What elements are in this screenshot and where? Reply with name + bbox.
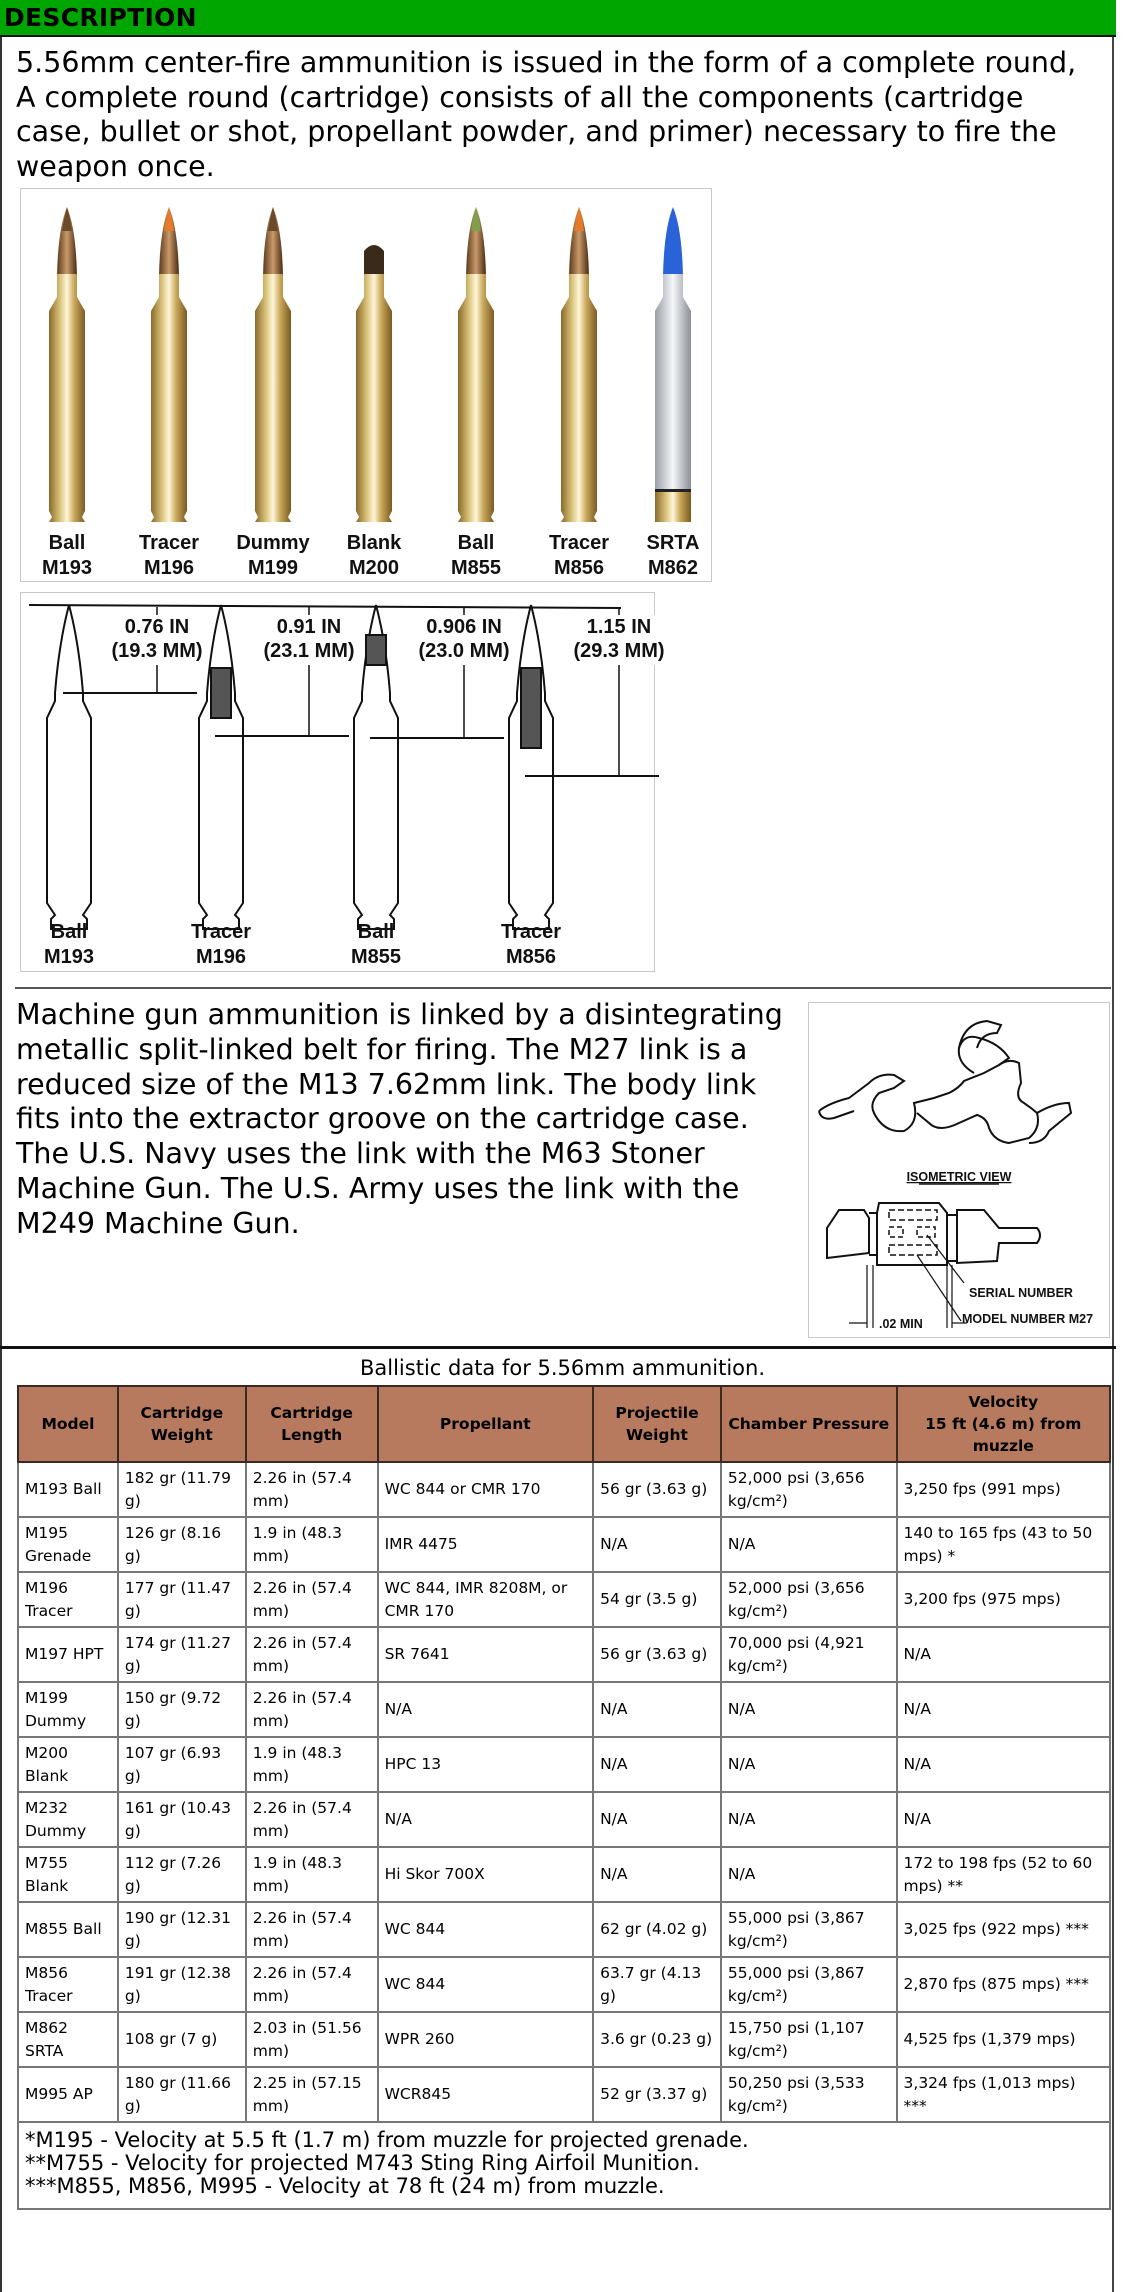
cell-velocity: 2,870 fps (875 mps) ***	[897, 1957, 1110, 2012]
dimension-label: (29.3 MM)	[573, 640, 665, 662]
cell-chamber-pressure: 55,000 psi (3,867 kg/cm²)	[721, 1902, 897, 1957]
gap-dimension-label: .02 MIN	[879, 1317, 923, 1331]
serial-number-label: SERIAL NUMBER	[969, 1286, 1073, 1300]
cartridge-type-label: Tracer	[500, 921, 562, 943]
cell-velocity: N/A	[897, 1737, 1110, 1792]
ballistic-data-table	[17, 1385, 1111, 2210]
cell-cartridge-length: 1.9 in (48.3 mm)	[246, 1847, 378, 1902]
cell-model: M862 SRTA	[18, 2012, 118, 2067]
cell-chamber-pressure: 70,000 psi (4,921 kg/cm²)	[721, 1627, 897, 1682]
dimension-label: (23.1 MM)	[263, 640, 355, 662]
cell-cartridge-weight: 150 gr (9.72 g)	[118, 1682, 246, 1737]
cell-projectile-weight: 54 gr (3.5 g)	[593, 1572, 721, 1627]
cartridge-model-label: M862	[647, 557, 699, 579]
cartridge-photo-m196	[151, 207, 187, 522]
cartridge-type-label: Tracer	[548, 532, 610, 554]
cell-cartridge-length: 1.9 in (48.3 mm)	[246, 1517, 378, 1572]
cell-velocity: 172 to 198 fps (52 to 60 mps) **	[897, 1847, 1110, 1902]
cell-chamber-pressure: N/A	[721, 1792, 897, 1847]
dimension-label: 0.906 IN	[426, 616, 502, 638]
table-row	[18, 1737, 1110, 1792]
cell-velocity: N/A	[897, 1627, 1110, 1682]
cell-model: M195 Grenade	[18, 1517, 118, 1572]
dimension-diagram	[21, 593, 665, 971]
cell-model: M196 Tracer	[18, 1572, 118, 1627]
cell-projectile-weight: N/A	[593, 1737, 721, 1792]
dimension-label: 1.15 IN	[586, 616, 652, 638]
m27-link-figure	[808, 1002, 1110, 1338]
cell-velocity: 3,250 fps (991 mps)	[897, 1462, 1110, 1517]
cartridge-photo-m193	[49, 207, 85, 522]
cell-cartridge-length: 2.26 in (57.4 mm)	[246, 1462, 378, 1517]
col-header-cartridge-weight: Cartridge Weight	[118, 1386, 246, 1462]
cell-projectile-weight: 63.7 gr (4.13 g)	[593, 1957, 721, 2012]
link-paragraph: Machine gun ammunition is linked by a disintegrating metallic split-linked belt for firing. The M27 link is a reduced size of the M13 7.62mm link. The body link fits into the extractor groove on the cartridge case. The U.S. Navy uses the link with the M63 Stoner Machine Gun. The U.S. Army uses the link with the M249 Machine Gun.	[16, 998, 783, 1240]
cell-chamber-pressure: N/A	[721, 1737, 897, 1792]
cell-cartridge-weight: 126 gr (8.16 g)	[118, 1517, 246, 1572]
cell-cartridge-length: 2.26 in (57.4 mm)	[246, 1682, 378, 1737]
cartridge-model-label: M856	[505, 946, 557, 968]
cell-cartridge-weight: 182 gr (11.79 g)	[118, 1462, 246, 1517]
section-divider	[15, 987, 1111, 989]
cartridge-type-label: Ball	[457, 532, 495, 554]
cell-cartridge-weight: 112 gr (7.26 g)	[118, 1847, 246, 1902]
footnote: **M755 - Velocity for projected M743 Sting Ring Airfoil Munition.	[25, 2151, 700, 2175]
cell-propellant: WC 844	[378, 1902, 594, 1957]
model-number-label: MODEL NUMBER M27	[962, 1312, 1094, 1326]
cell-projectile-weight: N/A	[593, 1682, 721, 1737]
col-header-projectile-weight: Projectile Weight	[593, 1386, 721, 1462]
table-row	[18, 1627, 1110, 1682]
dimension-label: 0.91 IN	[276, 616, 342, 638]
cartridge-type-label: SRTA	[646, 532, 700, 554]
cartridge-photo-m199	[255, 207, 291, 522]
cell-velocity: 4,525 fps (1,379 mps)	[897, 2012, 1110, 2067]
cell-propellant: WC 844	[378, 1957, 594, 2012]
cell-projectile-weight: 56 gr (3.63 g)	[593, 1627, 721, 1682]
cell-propellant: IMR 4475	[378, 1517, 594, 1572]
col-header-model: Model	[18, 1386, 118, 1462]
cartridge-model-label: M193	[41, 557, 93, 579]
cell-propellant: WPR 260	[378, 2012, 594, 2067]
cartridge-photo	[21, 189, 711, 581]
cell-propellant: N/A	[378, 1682, 594, 1737]
footnote: ***M855, M856, M995 - Velocity at 78 ft (24 m) from muzzle.	[25, 2174, 665, 2198]
cell-model: M193 Ball	[18, 1462, 118, 1517]
cell-velocity: 3,025 fps (922 mps) ***	[897, 1902, 1110, 1957]
cell-projectile-weight: 62 gr (4.02 g)	[593, 1902, 721, 1957]
cell-propellant: Hi Skor 700X	[378, 1847, 594, 1902]
cell-projectile-weight: N/A	[593, 1792, 721, 1847]
cartridge-photo-m856	[561, 207, 597, 522]
footnotes-cell	[18, 2122, 1110, 2209]
cartridge-type-label: Ball	[48, 532, 86, 554]
table-header-row	[18, 1386, 1110, 1462]
table-row	[18, 1792, 1110, 1847]
section-header	[0, 0, 1116, 37]
cartridge-type-label: Dummy	[236, 532, 310, 554]
dimension-label: 0.76 IN	[124, 616, 190, 638]
cell-chamber-pressure: N/A	[721, 1517, 897, 1572]
cell-chamber-pressure: 52,000 psi (3,656 kg/cm²)	[721, 1572, 897, 1627]
cell-velocity: N/A	[897, 1682, 1110, 1737]
cell-cartridge-length: 2.03 in (51.56 mm)	[246, 2012, 378, 2067]
cell-cartridge-length: 2.26 in (57.4 mm)	[246, 1572, 378, 1627]
cell-model: M995 AP	[18, 2067, 118, 2122]
cell-projectile-weight: N/A	[593, 1517, 721, 1572]
cartridge-type-label: Ball	[50, 921, 88, 943]
table-caption: Ballistic data for 5.56mm ammunition.	[359, 1356, 766, 1380]
cell-model: M199 Dummy	[18, 1682, 118, 1737]
cell-propellant: HPC 13	[378, 1737, 594, 1792]
cell-cartridge-weight: 161 gr (10.43 g)	[118, 1792, 246, 1847]
cell-cartridge-weight: 191 gr (12.38 g)	[118, 1957, 246, 2012]
table-row	[18, 1847, 1110, 1902]
cell-propellant: WC 844, IMR 8208M, or CMR 170	[378, 1572, 594, 1627]
table-row	[18, 2012, 1110, 2067]
footnotes-row	[18, 2122, 1110, 2209]
m27-link-drawing	[809, 1003, 1109, 1337]
intro-paragraph: 5.56mm center-fire ammunition is issued in the form of a complete round, A complete round (cartridge) consists of all the components (cartridge case, bullet or shot, propellant powder, and primer) necessary to fire the weapon once.	[16, 46, 1077, 183]
table-row	[18, 1682, 1110, 1737]
col-header-propellant: Propellant	[378, 1386, 594, 1462]
cartridge-model-label: M855	[350, 946, 402, 968]
cell-cartridge-weight: 108 gr (7 g)	[118, 2012, 246, 2067]
cartridge-model-label: M856	[553, 557, 605, 579]
cell-model: M855 Ball	[18, 1902, 118, 1957]
cell-model: M856 Tracer	[18, 1957, 118, 2012]
cell-velocity: N/A	[897, 1792, 1110, 1847]
dimension-label: (23.0 MM)	[418, 640, 510, 662]
cell-velocity: 3,324 fps (1,013 mps) ***	[897, 2067, 1110, 2122]
cartridge-model-label: M200	[348, 557, 400, 579]
cartridge-model-label: M196	[195, 946, 247, 968]
isometric-link-icon	[819, 1021, 1071, 1143]
col-header-cartridge-length: Cartridge Length	[246, 1386, 378, 1462]
cell-cartridge-weight: 180 gr (11.66 g)	[118, 2067, 246, 2122]
cell-cartridge-length: 2.26 in (57.4 mm)	[246, 1902, 378, 1957]
cell-chamber-pressure: 52,000 psi (3,656 kg/cm²)	[721, 1462, 897, 1517]
cartridge-photo-figure	[20, 188, 712, 582]
cell-cartridge-length: 1.9 in (48.3 mm)	[246, 1737, 378, 1792]
cell-projectile-weight: 56 gr (3.63 g)	[593, 1462, 721, 1517]
cell-cartridge-weight: 190 gr (12.31 g)	[118, 1902, 246, 1957]
table-row	[18, 1572, 1110, 1627]
footnote: *M195 - Velocity at 5.5 ft (1.7 m) from muzzle for projected grenade.	[25, 2128, 749, 2152]
cell-cartridge-weight: 177 gr (11.47 g)	[118, 1572, 246, 1627]
cell-velocity: 3,200 fps (975 mps)	[897, 1572, 1110, 1627]
cell-model: M232 Dummy	[18, 1792, 118, 1847]
table-row	[18, 2067, 1110, 2122]
cell-propellant: WC 844 or CMR 170	[378, 1462, 594, 1517]
cell-cartridge-weight: 174 gr (11.27 g)	[118, 1627, 246, 1682]
cell-propellant: N/A	[378, 1792, 594, 1847]
cell-cartridge-length: 2.26 in (57.4 mm)	[246, 1792, 378, 1847]
cartridge-model-label: M199	[247, 557, 299, 579]
section-title: DESCRIPTION	[4, 3, 197, 32]
cell-cartridge-length: 2.26 in (57.4 mm)	[246, 1627, 378, 1682]
cartridge-photo-m200	[356, 245, 392, 522]
cell-projectile-weight: 3.6 gr (0.23 g)	[593, 2012, 721, 2067]
cartridge-photo-m862	[655, 207, 691, 522]
cell-model: M200 Blank	[18, 1737, 118, 1792]
cartridge-type-label: Tracer	[190, 921, 252, 943]
top-view-link-icon	[827, 1203, 1040, 1328]
table-row	[18, 1462, 1110, 1517]
cell-model: M197 HPT	[18, 1627, 118, 1682]
table-divider	[0, 1346, 1116, 1349]
cell-model: M755 Blank	[18, 1847, 118, 1902]
table-row	[18, 1517, 1110, 1572]
col-header-velocity: Velocity 15 ft (4.6 m) from muzzle	[897, 1386, 1110, 1462]
cartridge-dimension-diagram	[20, 592, 665, 972]
cell-propellant: WCR845	[378, 2067, 594, 2122]
cell-projectile-weight: N/A	[593, 1847, 721, 1902]
cell-chamber-pressure: 55,000 psi (3,867 kg/cm²)	[721, 1957, 897, 2012]
cartridge-model-label: M855	[450, 557, 502, 579]
cell-chamber-pressure: 50,250 psi (3,533 kg/cm²)	[721, 2067, 897, 2122]
cartridge-model-label: M196	[143, 557, 195, 579]
cartridge-model-label: M193	[43, 946, 95, 968]
cell-chamber-pressure: 15,750 psi (1,107 kg/cm²)	[721, 2012, 897, 2067]
cartridge-photo-m855	[458, 207, 494, 522]
cell-propellant: SR 7641	[378, 1627, 594, 1682]
cell-cartridge-length: 2.25 in (57.15 mm)	[246, 2067, 378, 2122]
table-row	[18, 1902, 1110, 1957]
cell-cartridge-length: 2.26 in (57.4 mm)	[246, 1957, 378, 2012]
dimension-label: (19.3 MM)	[111, 640, 203, 662]
cell-chamber-pressure: N/A	[721, 1847, 897, 1902]
cell-chamber-pressure: N/A	[721, 1682, 897, 1737]
cell-velocity: 140 to 165 fps (43 to 50 mps) *	[897, 1517, 1110, 1572]
cartridge-type-label: Ball	[357, 921, 395, 943]
col-header-chamber-pressure: Chamber Pressure	[721, 1386, 897, 1462]
cartridge-type-label: Blank	[346, 532, 402, 554]
cartridge-type-label: Tracer	[138, 532, 200, 554]
cell-projectile-weight: 52 gr (3.37 g)	[593, 2067, 721, 2122]
cell-cartridge-weight: 107 gr (6.93 g)	[118, 1737, 246, 1792]
isometric-view-label: ISOMETRIC VIEW	[906, 1170, 1012, 1184]
table-row	[18, 1957, 1110, 2012]
